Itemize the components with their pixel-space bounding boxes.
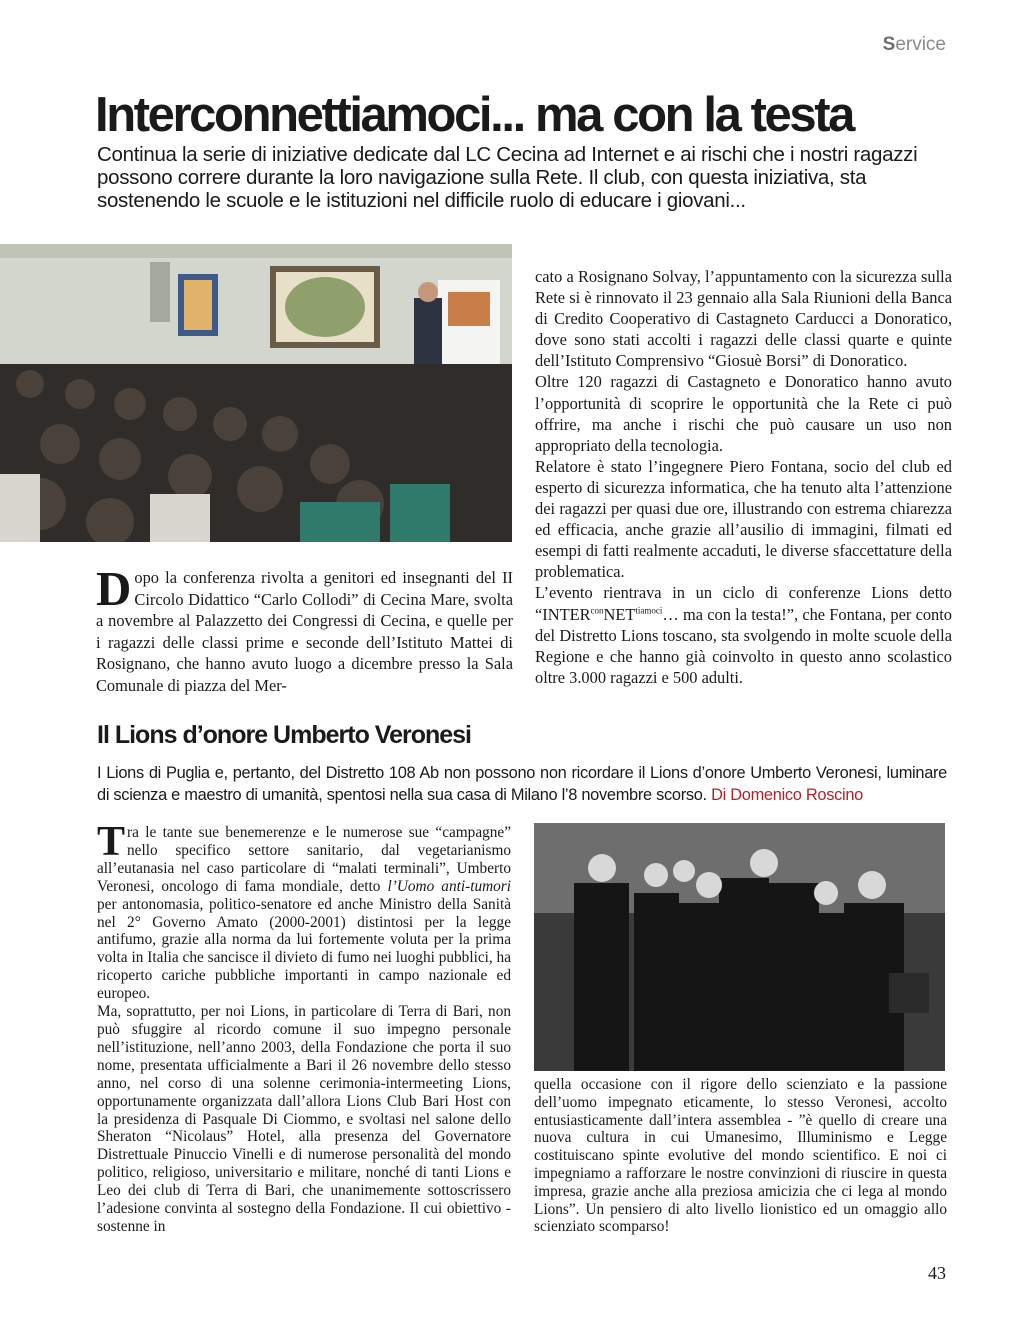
article-title-2: Il Lions d’onore Umberto Veronesi [97,721,472,749]
article-lead: Continua la serie di iniziative dedicate dal LC Cecina ad Internet e ai rischi che i nostri ragazzi possono correre durante la loro navigazione sulla Rete. Il club, con questa iniziativa, sta sostenendo le scuole e le istituzioni nel difficile ruolo di educare i giovani... [97,143,918,212]
conference-photo-illustration [0,244,512,542]
article-lead-2: I Lions di Puglia e, pertanto, del Distretto 108 Ab non possono non ricordare il Lions d’onore Umberto Veronesi, luminare di scienza e maestro di umanità, spentosi nella sua casa di Milano l’8 novembre scorso. Di Domenico Roscino [97,764,947,804]
paragraph: Relatore è stato l’ingegnere Piero Fontana, socio del club ed esperto di sicurezza informatica, che ha tenuto alta l’attenzione dei ragazzi per quasi due ore, illustrando con estrema chiarezza ed efficacia, anche grazie all’ausilio di immagini, filmati ed esempi di fatti realmente accaduti, le diverse sfaccettature della problematica. [535,456,952,582]
paragraph: Oltre 120 ragazzi di Castagneto e Donoratico hanno avuto l’opportunità di scoprire le opportunità che la Rete ci può offrire, ma anche i rischi che può causare un uso non appropriato della tecnologia. [535,372,952,455]
article-column-right [535,266,952,688]
group-photo-illustration [534,823,945,1071]
conference-photo [0,244,512,542]
drop-cap: D [96,561,132,616]
paragraph: opo la conferenza rivolta a genitori ed insegnanti del II Circolo Didattico “Carlo Collodi” di Cecina Mare, svolta a novembre al Palazzetto dei Congressi di Cecina, e quelle per i ragazzi delle classi prime e seconde dell’Istituto Mattei di Rosignano, che hanno avuto luogo a dicembre presso la Sala Comunale di piazza del Mer- [96,568,513,695]
article-2-column-left [97,819,511,1236]
paragraph: L’evento rientrava in un ciclo di conferenze Lions detto “$INTER^{con}NET^{tiamoci}\dots$ ma con la testa!”, che Fontana, per conto del Distretto Lions toscano, sta svolgendo in molte scuole della Regione e che hanno già coinvolto in questo anno scolastico oltre 3.000 ragazzi e 500 adulti. [535,583,952,687]
paragraph: cato a Rosignano Solvay, l’appuntamento con la sicurezza sulla Rete si è rinnovato il 23 gennaio alla Sala Riunioni della Banca di Credito Cooperativo di Castagneto Carducci a Donoratico, dove sono stati accolti i ragazzi delle classi quarte e quinte dell’Istituto Comprensivo “Giosuè Borsi” di Donoratico. [535,267,952,371]
article-column-left [96,561,513,696]
article-title: Interconnettiamoci... ma con la testa [95,88,854,142]
page-number: 43 [928,1263,946,1283]
paragraph: Tra le tante sue benemerenze e le numerose sue “campagne” nello specifico settore sanitario, dal vegetarianismo all’eutanasia nel caso particolare di “malati terminali”, Umberto Veronesi, oncologo di fama mondiale, detto l’Uomo anti-tumori per antonomasia, politico-senatore ed anche Ministro della Sanità nel 2° Governo Amato (2000-2001) distintosi per la legge antifumo, grazie alla norma da lui fortemente voluta per la prima volta in Italia che sancisce il divieto di fumo nei luoghi pubblici, ha ricoperto cariche pubbliche importanti in campo nazionale ed europeo. [97,819,511,1003]
group-photo [534,823,945,1071]
article-2-column-right: quella occasione con il rigore dello scienziato e la passione dell’uomo impegnato eticamente, lo stesso Veronesi, accolto entusiasticamente dall’intera assemblea - ”è quello di creare una nuova cultura in cui Umanesimo, Illuminismo e Legge costituiscano spinte evolutive del mondo scientifico. E noi ci impegniamo a rafforzare le nostre convinzioni di riuscire in questa impresa, grazie anche alla preziosa amicizia che ci lega al mondo Lions”. Un pensiero di alto livello lionistico ed un omaggio allo scienziato scomparso! [534,1076,947,1236]
paragraph: Ma, soprattutto, per noi Lions, in particolare di Terra di Bari, non può sfuggire al ricordo comune il suo impegno personale nell’istituzione, nell’anno 2003, della Fondazione che porta il suo nome, presentata ufficialmente a Bari il 26 novembre dello stesso anno, nel corso di una solenne cerimonia-intermeeting Lions, opportunamente organizzata dall’allora Lions Club Bari Host con la presidenza di Pasquale Di Ciommo, e svoltasi nel salone dello Sheraton “Nicolaus” Hotel, alla presenza del Governatore Distrettuale Pinuccio Vinelli e di numerose personalità del mondo politico, religioso, universitario e militare, nonché di tanti Lions e Leo dei club di Terra di Bari, che unanimemente sottoscrissero l’adesione convinta al sostegno della Fondazione. Il cui obiettivo - sostenne in [97,1003,511,1235]
section-label: Service [882,34,946,55]
drop-cap: T [97,819,126,865]
author-byline: Di Domenico Roscino [711,786,863,804]
